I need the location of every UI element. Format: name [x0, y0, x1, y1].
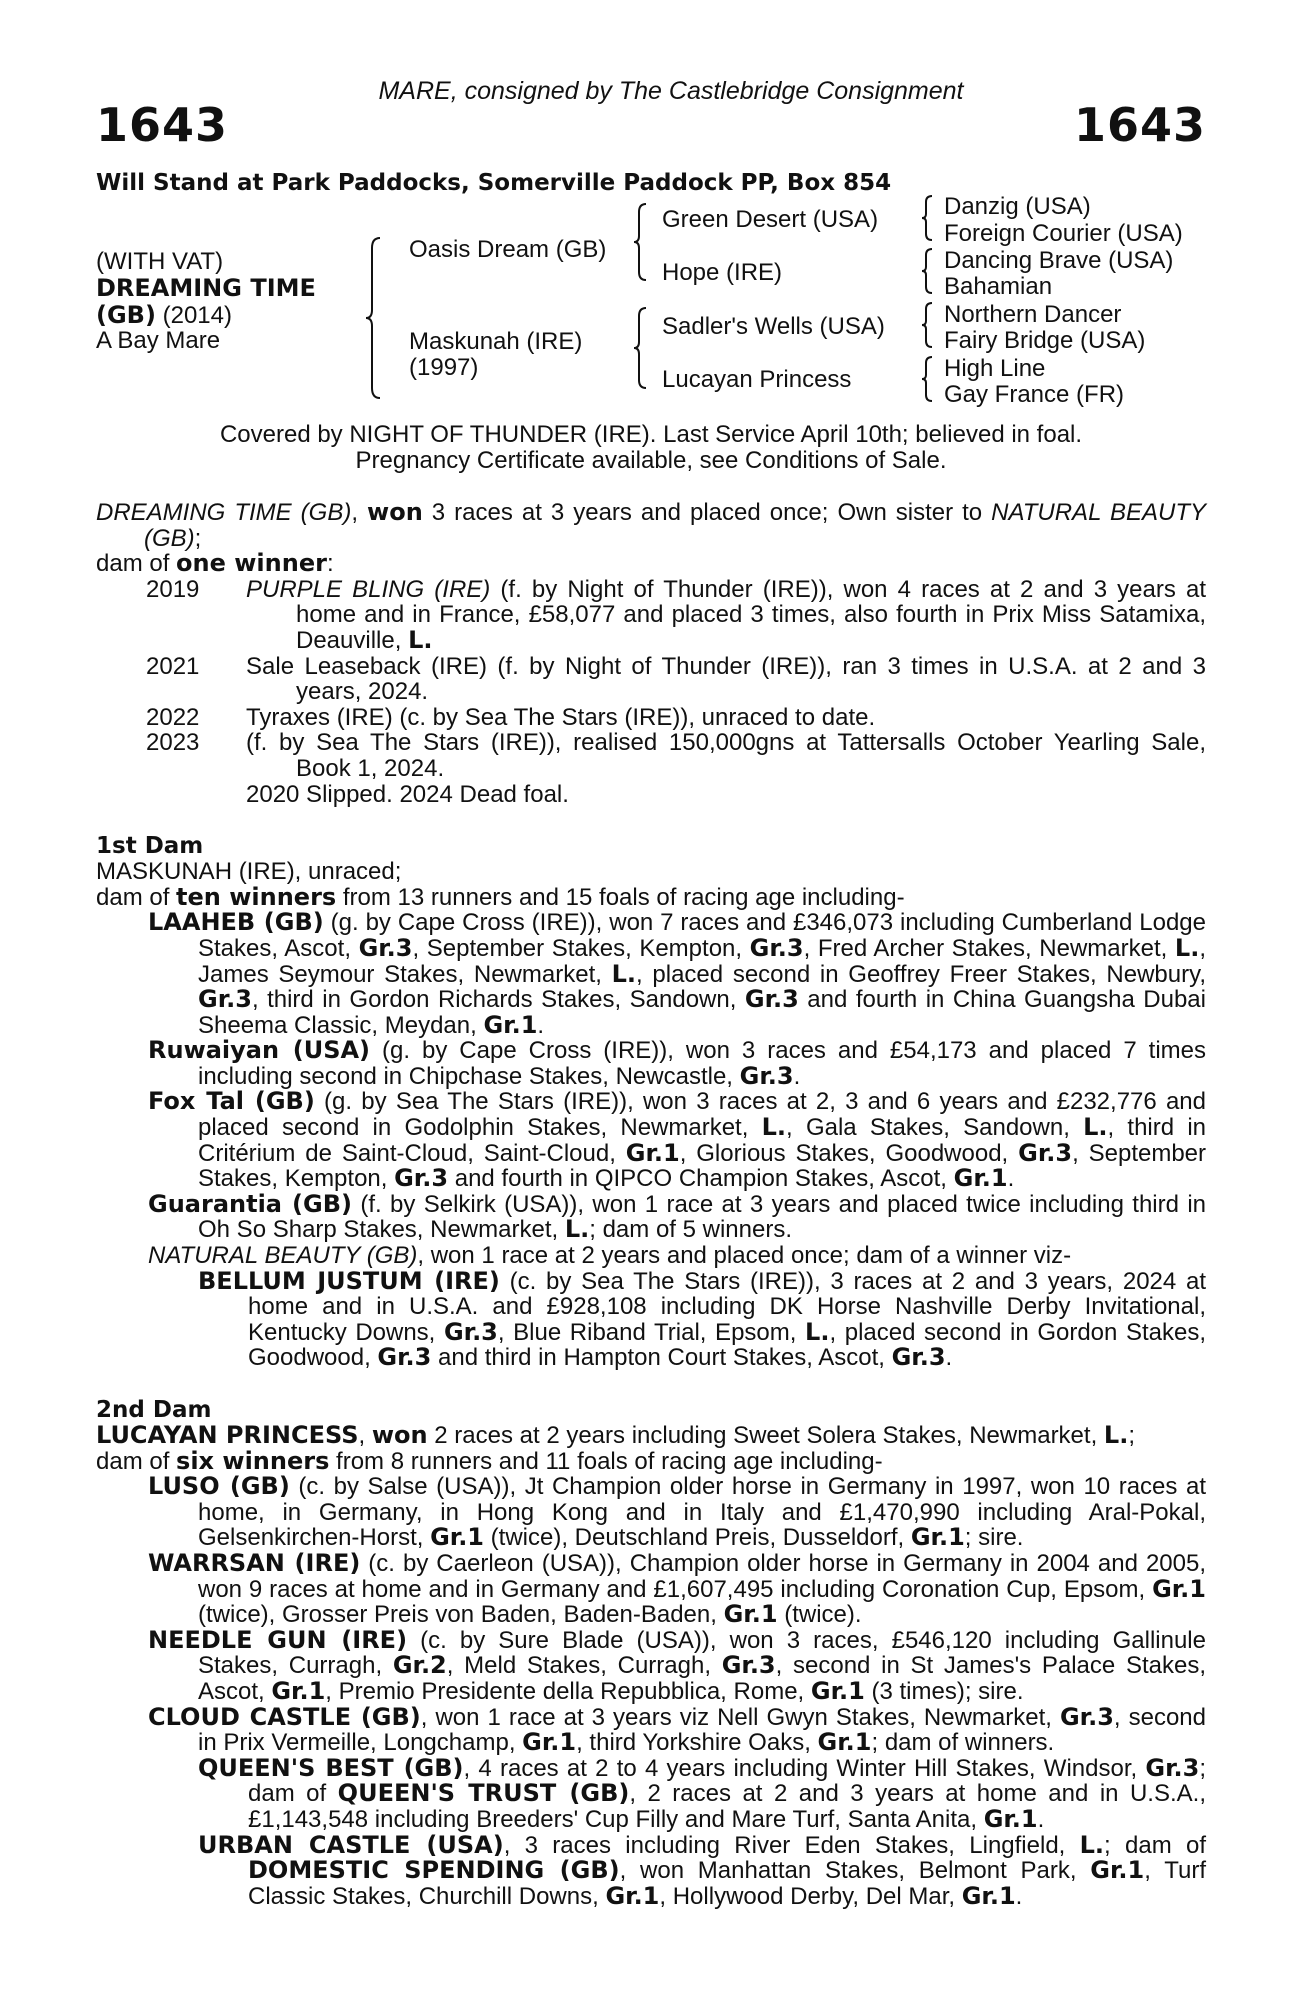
bracket-g4: [922, 357, 936, 401]
second-dam-end: ;: [1128, 1422, 1135, 1449]
pedigree-table: [96, 193, 1206, 412]
produce-section: [96, 500, 1206, 807]
produce-grade: L.: [408, 625, 433, 654]
second-dam-dam-of: [96, 1446, 1206, 1475]
covered-line-2: Pregnancy Certificate available, see Conditions of Sale.: [355, 447, 947, 474]
pedigree-bracket-dam: [634, 308, 650, 388]
covered-note: [96, 422, 1206, 474]
bracket-g3: [922, 303, 936, 347]
vat-note: (WITH VAT): [96, 248, 224, 275]
dam-year: (1997): [409, 354, 479, 381]
produce-note-spacer: [96, 782, 246, 808]
ggsire-3: Northern Dancer: [944, 301, 1122, 328]
dam-sire: Sadler's Wells (USA): [662, 313, 885, 340]
entry-guarantia: Guarantia (GB) (f. by Selkirk (USA)), won 1 race at 3 years and placed twice including third in Oh So Sharp Stakes, Newmarket, L.; dam of 5 winners.: [148, 1189, 1206, 1244]
horse-name: DREAMING TIME: [96, 274, 316, 302]
entry-needle-gun: NEEDLE GUN (IRE) (c. by Sure Blade (USA)), won 3 races, £546,120 including Gallinule Stakes, Curragh, Gr.2, Meld Stakes, Curragh, Gr.3, second in St James's Palace Stakes, Ascot, Gr.1, Premio Presidente della Repubblica, Rome, Gr.1 (3 times); sire.: [148, 1625, 1206, 1705]
produce-row-2021: [96, 654, 1206, 705]
produce-row-2023: [96, 730, 1206, 781]
produce-row-2022: [96, 705, 1206, 731]
dam-of-prefix: dam of: [96, 883, 177, 911]
intro-rest: 3 races at 3 years and placed once; Own sister to: [422, 499, 992, 526]
lot-number-right: 1643: [1073, 98, 1206, 152]
second-dam-won: won: [371, 1421, 428, 1449]
consignment-line: MARE, consigned by The Castlebridge Consignment: [378, 77, 964, 105]
entry-cloud-castle: CLOUD CASTLE (GB), won 1 race at 3 years viz Nell Gwyn Stakes, Newmarket, Gr.3, second in Prix Vermeille, Longchamp, Gr.1, third Yorkshire Oaks, Gr.1; dam of winners.: [148, 1702, 1206, 1757]
dam-dam: Lucayan Princess: [662, 366, 852, 393]
entry-warrsan: WARRSAN (IRE) (c. by Caerleon (USA)), Champion older horse in Germany in 2004 and 2005, won 9 races at home and in Germany and £1,607,495 including Coronation Cup, Epsom, Gr.1 (twice), Grosser Preis von Baden, Baden-Baden, Gr.1 (twice).: [148, 1548, 1206, 1629]
pedigree-bracket-sire: [634, 204, 650, 280]
intro-name: DREAMING TIME (GB): [96, 499, 352, 526]
horse-origin-year: [96, 301, 232, 330]
sire-sire: Green Desert (USA): [662, 206, 879, 233]
dam-of-winners: ten winners: [176, 882, 337, 911]
entry-bellum-justum: BELLUM JUSTUM (IRE) (c. by Sea The Stars (IRE)), 3 races at 2 and 3 years, 2024 at home and in U.S.A. and £928,108 including DK Horse Nashville Derby Invitational, Kentucky Downs, Gr.3, Blue Riband Trial, Epsom, L., placed second in Gordon Stakes, Goodwood, Gr.3 and third in Hampton Court Stakes, Ascot, Gr.3.: [198, 1266, 1207, 1372]
lot-number-left: 1643: [96, 98, 229, 152]
second-dam-section: [96, 1423, 1206, 1909]
dam: Maskunah (IRE): [409, 328, 583, 355]
sire: Oasis Dream (GB): [409, 236, 607, 263]
dam-of-rest: from 13 runners and 15 foals of racing age including-: [336, 883, 905, 911]
produce-intro: DREAMING TIME (GB), won 3 races at 3 years and placed once; Own sister to NATURAL BEAUTY (GB);: [96, 498, 1207, 552]
bracket-g2: [922, 249, 936, 293]
produce-row-2019: [96, 577, 1206, 654]
produce-year: 2022: [146, 703, 200, 731]
dam-of-end: :: [326, 550, 334, 578]
stand-location: Will Stand at Park Paddocks, Somerville Paddock PP, Box 854: [96, 170, 892, 196]
entry-queens-best: QUEEN'S BEST (GB), 4 races at 2 to 4 years including Winter Hill Stakes, Windsor, Gr.3; dam of QUEEN'S TRUST (GB), 2 races at 2 and 3 years at home and in U.S.A., £1,143,548 including Breeders' Cup Filly and Mare Turf, Santa Anita, Gr.1.: [198, 1753, 1207, 1833]
horse-origin: (GB): [96, 301, 156, 329]
produce-detail: Sale Leaseback (IRE) (f. by Night of Thunder (IRE)), ran 3 times in U.S.A. at 2 and 3 years, 2024.: [246, 652, 1206, 706]
pedigree-bracket-main: [366, 238, 386, 398]
second-dam-grade: L.: [1103, 1421, 1129, 1449]
dam-of-rest: from 8 runners and 11 foals of racing age including-: [329, 1447, 883, 1475]
catalogue-page: [96, 76, 1206, 1909]
entry-urban-castle: URBAN CASTLE (USA), 3 races including River Eden Stakes, Lingfield, L.; dam of DOMESTIC SPENDING (GB), won Manhattan Stakes, Belmont Park, Gr.1, Turf Classic Stakes, Churchill Downs, Gr.1, Hollywood Derby, Del Mar, Gr.1.: [198, 1830, 1206, 1910]
entry-ruwaiyan: Ruwaiyan (USA) (g. by Cape Cross (IRE)), won 3 races and £54,173 and placed 7 times including second in Chipchase Stakes, Newcastle, Gr.3.: [148, 1036, 1206, 1090]
intro-end: ;: [194, 524, 202, 552]
ggdam-1: Foreign Courier (USA): [944, 220, 1183, 247]
first-dam-line: MASKUNAH (IRE), unraced;: [96, 858, 402, 886]
ggdam-4: Gay France (FR): [944, 381, 1125, 408]
produce-detail: [246, 577, 1206, 654]
first-dam-heading: 1st Dam: [96, 833, 204, 860]
first-dam-section: [96, 859, 1206, 1371]
dam-of-prefix: dam of: [96, 550, 177, 578]
ggsire-2: Dancing Brave (USA): [944, 247, 1174, 274]
dam-of-prefix: dam of: [96, 1447, 177, 1475]
entry-fox-tal: Fox Tal (GB) (g. by Sea The Stars (IRE)), won 3 races at 2, 3 and 6 years and £232,776 and placed second in Godolphin Stakes, Newmarket, L., Gala Stakes, Sandown, L., third in Critérium de Saint-Cloud, Saint-Cloud, Gr.1, Glorious Stakes, Goodwood, Gr.3, September Stakes, Kempton, Gr.3 and fourth in QIPCO Champion Stakes, Ascot, Gr.1.: [148, 1087, 1207, 1193]
produce-year: 2021: [146, 652, 200, 680]
entry-natural-beauty: NATURAL BEAUTY (GB), won 1 race at 2 years and placed once; dam of a winner viz-: [148, 1242, 1072, 1270]
entry-luso: LUSO (GB) (c. by Salse (USA)), Jt Champion older horse in Germany in 1997, won 10 races at home, in Germany, in Hong Kong and in Italy and £1,470,990 including Aral-Pokal, Gelsenkirchen-Horst, Gr.1 (twice), Deutschland Preis, Dusseldorf, Gr.1; sire.: [148, 1472, 1206, 1552]
produce-year: 2019: [146, 575, 200, 603]
intro-won: won: [367, 498, 423, 526]
produce-name: PURPLE BLING (IRE): [246, 575, 491, 603]
dam-of-winners: one winner: [176, 549, 327, 578]
second-dam-heading: 2nd Dam: [96, 1397, 212, 1423]
dam-of-winners: six winners: [176, 1446, 330, 1475]
lot-number-row: [96, 98, 1206, 160]
produce-year: 2023: [146, 729, 200, 757]
produce-detail: (f. by Sea The Stars (IRE)), realised 150,000gns at Tattersalls October Yearling Sale, Book 1, 2024.: [246, 729, 1206, 782]
first-dam-dam-of: [96, 882, 1206, 911]
ggsire-4: High Line: [944, 355, 1046, 382]
produce-detail: Tyraxes (IRE) (c. by Sea The Stars (IRE)), unraced to date.: [246, 703, 876, 731]
ggsire-1: Danzig (USA): [944, 193, 1091, 220]
produce-note: 2020 Slipped. 2024 Dead foal.: [246, 780, 569, 808]
second-dam-name: LUCAYAN PRINCESS: [96, 1421, 359, 1449]
entry-laaheb: LAAHEB (GB) (g. by Cape Cross (IRE)), won 7 races and £346,073 including Cumberland Lodge Stakes, Ascot, Gr.3, September Stakes, Kempton, Gr.3, Fred Archer Stakes, Newmarket, L., James Seymour Stakes, Newmarket, L., placed second in Geoffrey Freer Stakes, Newbury, Gr.3, third in Gordon Richards Stakes, Sandown, Gr.3 and fourth in China Guangsha Dubai Sheema Classic, Meydan, Gr.1.: [148, 908, 1207, 1039]
produce-dam-of: [96, 551, 1206, 577]
intro-sister: NATURAL BEAUTY (GB): [144, 499, 1207, 552]
covered-line-1: Covered by NIGHT OF THUNDER (IRE). Last Service April 10th; believed in foal.: [219, 421, 1083, 448]
produce-note-row: [96, 782, 1206, 808]
horse-year: (2014): [162, 302, 232, 329]
second-dam-line: LUCAYAN PRINCESS, won 2 races at 2 years including Sweet Solera Stakes, Newmarket, L.;: [96, 1421, 1135, 1449]
produce-text: (f. by Night of Thunder (IRE)), won 4 races at 2 and 3 years at home and in France, £58,077 and placed 3 times, also fourth in Prix Miss Satamixa, Deauville,: [296, 575, 1206, 654]
sire-dam: Hope (IRE): [662, 259, 783, 286]
bracket-g1: [922, 196, 936, 240]
horse-description: A Bay Mare: [96, 327, 221, 354]
second-dam-rest: 2 races at 2 years including Sweet Solera Stakes, Newmarket,: [427, 1422, 1104, 1449]
ggdam-2: Bahamian: [944, 273, 1053, 300]
ggdam-3: Fairy Bridge (USA): [944, 327, 1146, 354]
